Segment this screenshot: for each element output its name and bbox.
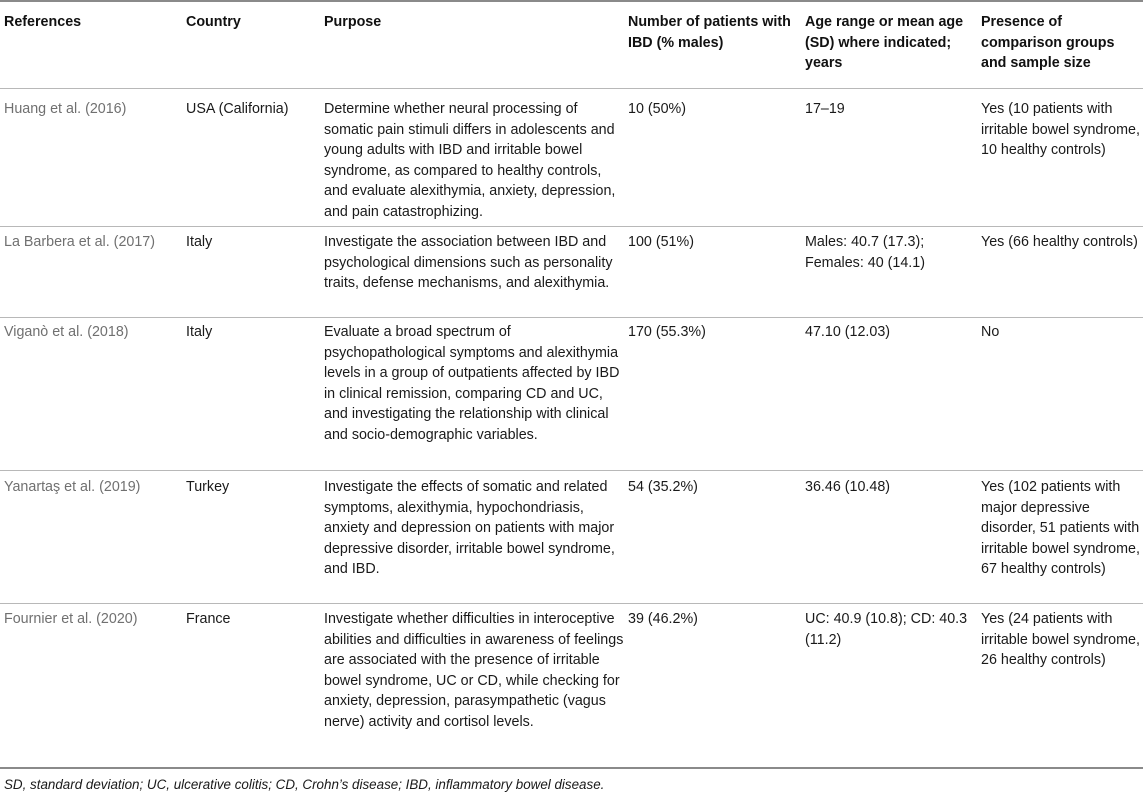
comparison-cell: Yes (66 healthy controls) [981,234,1138,250]
comparison-cell: Yes (24 patients with irritable bowel syndrome, 26 healthy controls) [981,611,1140,668]
reference-cell: Viganò et al. (2018) [4,324,129,340]
purpose-cell: Determine whether neural processing of somatic pain stimuli differs in adolescents and young adults with IBD and irritable bowel syndrome, as compared to healthy controls, and evaluate alexithymia, anxiety, depression, and pain catastrophizing. [324,101,616,220]
age-cell: 36.46 (10.48) [805,479,891,495]
country-cell: Italy [186,234,213,250]
header-country: Country [186,14,241,30]
header-purpose: Purpose [324,14,382,30]
row-divider [0,603,1143,604]
purpose-cell: Investigate the association between IBD and psychological dimensions such as personality traits, defense mechanisms, and alexithymia. [324,234,613,291]
header-number-of-patients: Number of patients with IBD (% males) [628,14,791,51]
comparison-cell: Yes (10 patients with irritable bowel syndrome, 10 healthy controls) [981,101,1140,158]
table-footnote: SD, standard deviation; UC, ulcerative colitis; CD, Crohn’s disease; IBD, inflammatory bowel disease. [4,777,605,792]
patients-cell: 39 (46.2%) [628,611,698,627]
row-divider [0,470,1143,471]
age-cell: 17–19 [805,101,845,117]
purpose-cell: Investigate whether difficulties in interoceptive abilities and difficulties in awareness of feelings are associated with the presence of irritable bowel syndrome, UC or CD, while checking for anxiety, depression, parasympathetic (vagus nerve) activity and cortisol levels. [324,611,624,730]
comparison-cell: Yes (102 patients with major depressive disorder, 51 patients with irritable bowel syndrome, 67 healthy controls) [981,479,1140,577]
table-bottom-rule [0,767,1143,769]
reference-cell: Yanartaş et al. (2019) [4,479,141,495]
header-age: Age range or mean age (SD) where indicated; years [805,14,964,71]
comparison-cell: No [981,324,1000,340]
header-references: References [4,14,82,30]
country-cell: Turkey [186,479,230,495]
country-cell: Italy [186,324,213,340]
patients-cell: 10 (50%) [628,101,687,117]
row-divider [0,226,1143,227]
header-rule [0,88,1143,89]
patients-cell: 170 (55.3%) [628,324,706,340]
age-cell: 47.10 (12.03) [805,324,891,340]
reference-cell: La Barbera et al. (2017) [4,234,156,250]
patients-cell: 100 (51%) [628,234,694,250]
age-cell: UC: 40.9 (10.8); CD: 40.3 (11.2) [805,611,968,648]
header-comparison-groups: Presence of comparison groups and sample size [981,14,1115,71]
table-top-rule [0,0,1143,2]
age-cell: Males: 40.7 (17.3); Females: 40 (14.1) [805,234,925,271]
reference-cell: Huang et al. (2016) [4,101,127,117]
purpose-cell: Evaluate a broad spectrum of psychopathological symptoms and alexithymia levels in a group of outpatients affected by IBD in clinical remission, comparing CD and UC, and investigating the relationship with clinical and socio-demographic variables. [324,324,620,443]
country-cell: USA (California) [186,101,289,117]
patients-cell: 54 (35.2%) [628,479,698,495]
reference-cell: Fournier et al. (2020) [4,611,138,627]
country-cell: France [186,611,231,627]
purpose-cell: Investigate the effects of somatic and related symptoms, alexithymia, hypochondriasis, anxiety and depression on patients with major depressive disorder, irritable bowel syndrome, and IBD. [324,479,615,577]
row-divider [0,317,1143,318]
